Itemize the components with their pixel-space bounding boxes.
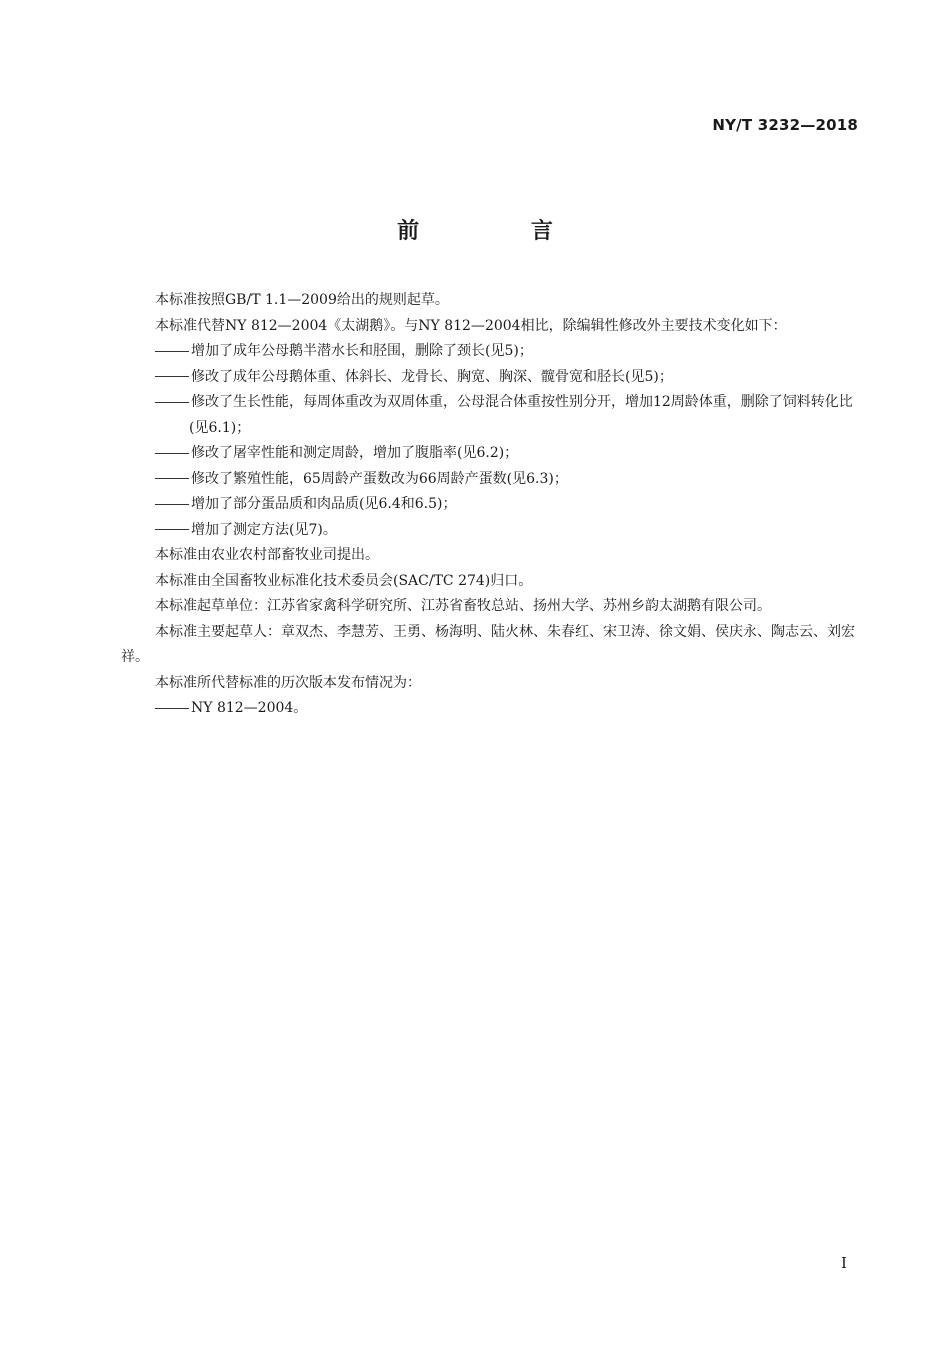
dash-mark [155, 376, 189, 377]
paragraph-drafting-rules: 本标准按照GB/T 1.1—2009给出的规则起草。 [155, 292, 449, 308]
paragraph-drafting-units: 本标准起草单位：江苏省家禽科学研究所、江苏省畜牧总站、扬州大学、苏州乡韵太湖鹅有限公司。 [155, 598, 771, 614]
list-item: 增加了成年公母鹅半潜水长和胫围，删除了颈长(见5)； [121, 339, 861, 365]
page-title: 前 言 [397, 219, 605, 244]
paragraph-replacement: 本标准代替NY 812—2004《太湖鹅》。与NY 812—2004相比，除编辑性修改外主要技术变化如下： [155, 317, 787, 334]
foreword-body [121, 288, 861, 722]
list-item: 修改了繁殖性能，65周龄产蛋数改为66周龄产蛋数(见6.3)； [121, 467, 861, 493]
dash-mark [155, 453, 189, 454]
dash-mark [155, 529, 189, 530]
dash-mark [155, 504, 189, 505]
page-number: I [841, 1254, 847, 1272]
list-item: NY 812—2004。 [121, 696, 861, 722]
paragraph-history: 本标准所代替标准的历次版本发布情况为： [155, 674, 421, 691]
standard-number: NY/T 3232—2018 [712, 116, 858, 134]
dash-mark [155, 402, 189, 403]
list-item: 增加了测定方法(见7)。 [121, 518, 861, 544]
list-item: 修改了屠宰性能和测定周龄，增加了腹脂率(见6.2)； [121, 441, 861, 467]
paragraph-committee: 本标准由全国畜牧业标准化技术委员会(SAC/TC 274)归口。 [155, 572, 533, 589]
list-item: 修改了生长性能，每周体重改为双周体重，公母混合体重按性别分开，增加12周龄体重，删除了饲料转化比(见6.1)； [121, 390, 861, 441]
dash-mark [155, 708, 189, 709]
list-item: 修改了成年公母鹅体重、体斜长、龙骨长、胸宽、胸深、髋骨宽和胫长(见5)； [121, 365, 861, 391]
paragraph-proposer: 本标准由农业农村部畜牧业司提出。 [155, 547, 379, 563]
dash-mark [155, 351, 189, 352]
paragraph-drafters: 本标准主要起草人：章双杰、李慧芳、王勇、杨海明、陆火林、朱春红、宋卫涛、徐文娟、侯庆永、陶志云、刘宏祥。 [121, 623, 855, 665]
dash-mark [155, 478, 189, 479]
list-item: 增加了部分蛋品质和肉品质(见6.4和6.5)； [121, 492, 861, 518]
